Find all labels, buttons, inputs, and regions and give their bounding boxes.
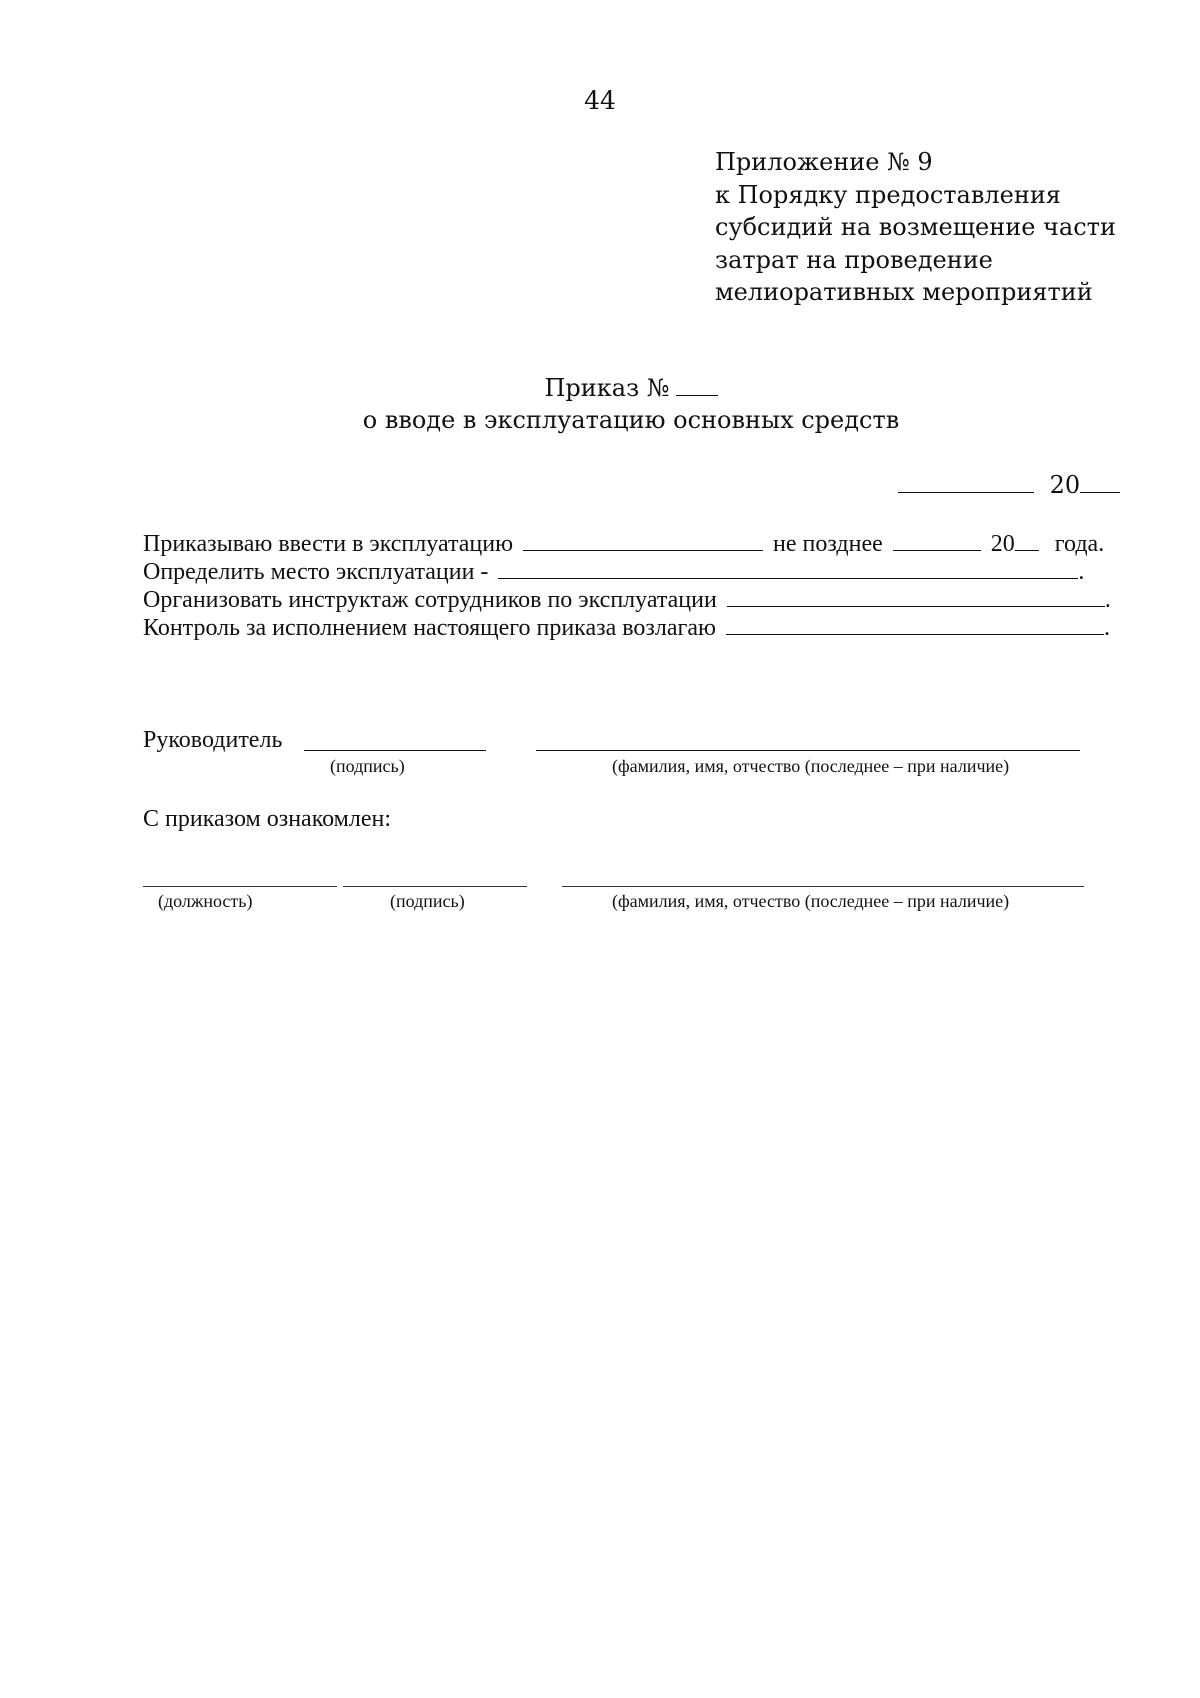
body-line-briefing (143, 584, 1111, 614)
order-title-block (0, 372, 1200, 436)
head-signature-caption: (подпись) (330, 756, 405, 776)
head-name-caption: (фамилия, имя, отчество (последнее – при наличие) (612, 756, 1010, 776)
body-line-text: года. (1054, 531, 1105, 557)
head-name-field[interactable] (536, 750, 1080, 751)
order-title-text: Приказ № (544, 374, 670, 402)
briefing-field[interactable] (727, 584, 1105, 607)
appendix-line: субсидий на возмещение части (715, 213, 1116, 241)
appendix-header (715, 146, 1116, 309)
ack-position-caption: (должность) (158, 891, 253, 911)
location-field[interactable] (498, 556, 1078, 579)
deadline-year-field[interactable] (1015, 528, 1039, 551)
body-line-text: Приказываю ввести в эксплуатацию (143, 531, 514, 557)
deadline-date-field[interactable] (893, 528, 981, 551)
ack-name-field[interactable] (562, 886, 1084, 887)
line-end-period: . (1103, 615, 1110, 641)
order-subtitle: о вводе в эксплуатацию основных средств (362, 406, 900, 434)
line-end-period: . (1078, 559, 1085, 585)
ack-signature-field[interactable] (343, 886, 527, 887)
body-line-control (143, 612, 1110, 642)
order-date (898, 470, 1120, 500)
body-line-location (143, 556, 1084, 586)
order-title (0, 372, 1200, 404)
body-line-text: Организовать инструктаж сотрудников по эксплуатации (143, 587, 717, 613)
head-label: Руководитель (143, 727, 283, 753)
body-line-text: не позднее (773, 531, 883, 557)
date-day-month-field[interactable] (898, 470, 1034, 493)
head-signature-field[interactable] (304, 750, 486, 751)
body-line-commission (143, 528, 1104, 558)
responsible-person-field[interactable] (726, 612, 1104, 635)
ack-name-caption: (фамилия, имя, отчество (последнее – при наличие) (612, 891, 1010, 911)
body-line-text: Определить место эксплуатации - (143, 559, 489, 585)
appendix-line: к Порядку предоставления (715, 180, 1061, 209)
appendix-line: мелиоративных мероприятий (715, 278, 1093, 306)
line-end-period: . (1104, 587, 1111, 613)
body-line-text: Контроль за исполнением настоящего приказа возлагаю (143, 615, 716, 641)
appendix-line: Приложение № 9 (715, 148, 933, 176)
appendix-line: затрат на проведение (715, 245, 993, 274)
date-year-prefix: 20 (1049, 471, 1081, 499)
asset-field[interactable] (523, 528, 763, 551)
deadline-year-prefix: 20 (990, 531, 1015, 557)
ack-signature-caption: (подпись) (390, 891, 465, 911)
acknowledged-label: С приказом ознакомлен: (143, 806, 392, 832)
date-year-field[interactable] (1080, 470, 1120, 493)
page-number: 44 (584, 86, 616, 115)
ack-position-field[interactable] (143, 886, 337, 887)
order-number-field[interactable] (676, 373, 718, 396)
